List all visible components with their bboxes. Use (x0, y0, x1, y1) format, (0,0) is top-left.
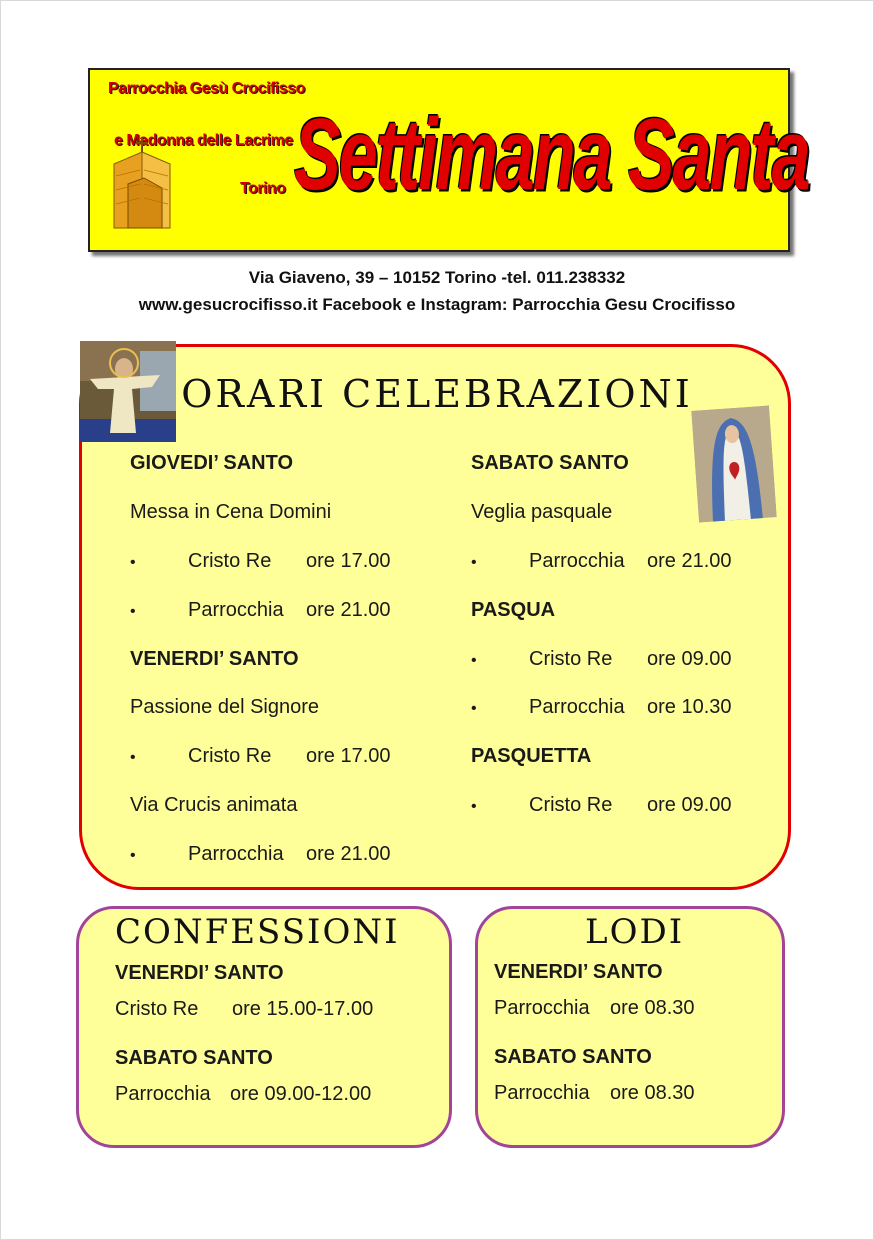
schedule-place: Cristo Re (529, 794, 613, 817)
schedule-event-name: Via Crucis animata (130, 794, 298, 817)
schedule-event-name: Messa in Cena Domini (130, 500, 332, 523)
bullet-icon (130, 745, 188, 769)
lauds-place1: Parrocchia (494, 997, 590, 1019)
schedule-left-column (130, 452, 391, 892)
confessions-place1: Cristo Re (115, 998, 199, 1020)
confessions-title: CONFESSIONI (115, 912, 400, 952)
schedule-bullet-item (471, 794, 732, 843)
parish-name-line1: Parrocchia Gesù Crocifisso (108, 80, 305, 97)
schedule-place: Parrocchia (188, 843, 284, 866)
schedule-day-heading: PASQUETTA (471, 745, 592, 768)
bullet-icon (471, 794, 529, 818)
bullet-icon (130, 550, 188, 574)
schedule-place: Parrocchia (529, 696, 625, 719)
bullet-icon (130, 843, 188, 867)
schedule-day-heading: SABATO SANTO (471, 452, 629, 474)
schedule-right-column (471, 452, 732, 843)
bullet-icon (471, 550, 529, 574)
schedule-time: ore 17.00 (306, 549, 391, 572)
banner-title: Settimana Santa (294, 97, 809, 211)
bullet-icon (130, 599, 188, 623)
schedule-bullet-item (130, 550, 391, 599)
schedule-title: ORARI CELEBRAZIONI (181, 372, 693, 416)
schedule-bullet-item (471, 648, 732, 697)
contact-address: Via Giaveno, 39 – 10152 Torino -tel. 011.238332 (248, 268, 626, 287)
parish-name-line2: e Madonna delle Lacrime (114, 132, 293, 149)
church-building-icon (108, 134, 178, 230)
lauds-title: LODI (585, 912, 685, 952)
bullet-icon (471, 696, 529, 720)
schedule-time: ore 17.00 (306, 745, 391, 768)
schedule-time: ore 21.00 (306, 598, 391, 621)
confessions-time2: ore 09.00-12.00 (230, 1083, 372, 1105)
header-banner (88, 68, 809, 252)
schedule-place: Cristo Re (188, 745, 272, 768)
schedule-place: Parrocchia (529, 549, 625, 572)
schedule-bullet-item (130, 843, 391, 892)
confessions-day2: SABATO SANTO (115, 1047, 273, 1069)
schedule-bullet-item (471, 550, 732, 599)
contact-web: www.gesucrocifisso.it Facebook e Instagram: Parrocchia Gesu Crocifisso (138, 295, 736, 314)
confessions-day1: VENERDI’ SANTO (115, 962, 284, 984)
schedule-place: Parrocchia (188, 598, 284, 621)
schedule-place: Cristo Re (529, 647, 613, 670)
schedule-day-heading: VENERDI’ SANTO (130, 647, 299, 670)
schedule-place: Cristo Re (188, 549, 272, 572)
schedule-bullet-item (471, 696, 732, 745)
schedule-time: ore 09.00 (647, 794, 732, 817)
confessions-time1: ore 15.00-17.00 (232, 998, 374, 1020)
lauds-day1: VENERDI’ SANTO (494, 961, 663, 983)
lauds-time1: ore 08.30 (610, 997, 695, 1019)
schedule-day-heading: GIOVEDI’ SANTO (130, 452, 293, 474)
schedule-time: ore 09.00 (647, 647, 732, 670)
bullet-icon (471, 648, 529, 672)
schedule-event-name: Veglia pasquale (471, 500, 613, 523)
confessions-place2: Parrocchia (115, 1083, 211, 1105)
schedule-time: ore 10.30 (647, 696, 732, 719)
schedule-event-name: Passione del Signore (130, 696, 320, 719)
schedule-bullet-item (130, 599, 391, 648)
schedule-bullet-item (130, 745, 391, 794)
schedule-time: ore 21.00 (306, 843, 391, 866)
lauds-time2: ore 08.30 (610, 1082, 695, 1104)
schedule-day-heading: PASQUA (471, 598, 556, 621)
lauds-day2: SABATO SANTO (494, 1046, 652, 1068)
schedule-time: ore 21.00 (647, 549, 732, 572)
lauds-place2: Parrocchia (494, 1082, 590, 1104)
parish-name-line3: Torino (240, 180, 286, 197)
